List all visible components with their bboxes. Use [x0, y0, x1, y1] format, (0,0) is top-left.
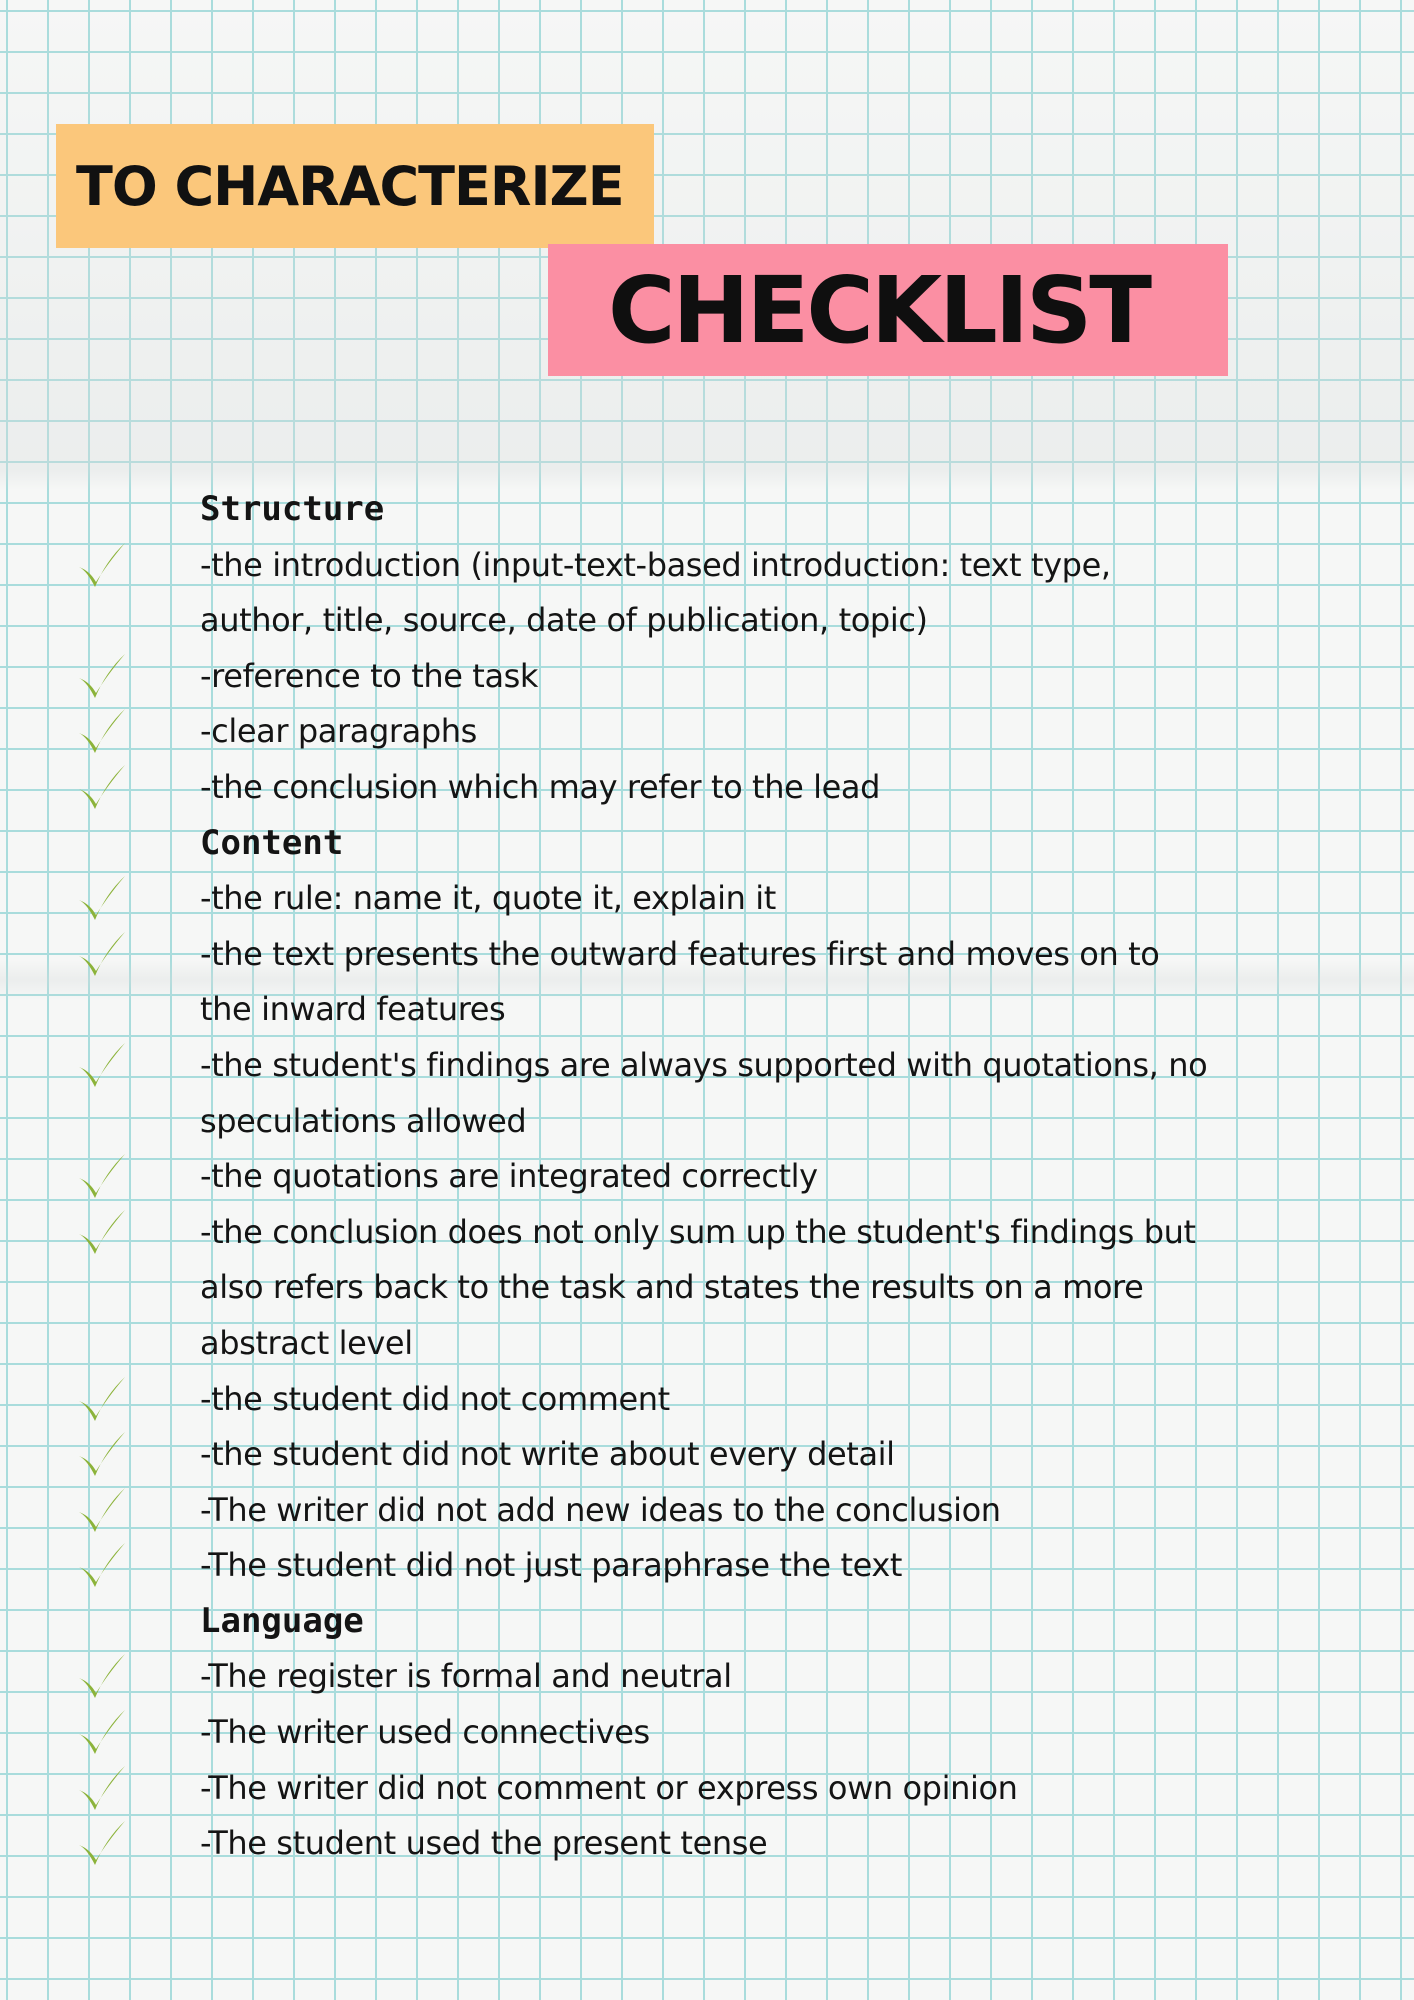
- check-mark-icon: [76, 1540, 128, 1592]
- title-banner: [548, 244, 1228, 376]
- checklist-item: [200, 871, 1350, 927]
- checklist-item: [200, 1705, 1350, 1761]
- checklist-item-text: -the conclusion which may refer to the lead: [200, 767, 881, 806]
- checklist-item-text: -the student's findings are always supported with quotations, no speculations allowed: [200, 1045, 1208, 1140]
- check-mark-icon: [76, 762, 128, 814]
- checklist-item-text: -the student did not write about every detail: [200, 1435, 895, 1474]
- section-heading-structure: Structure: [200, 489, 385, 529]
- check-mark-icon: [76, 1651, 128, 1703]
- check-mark-icon: [76, 1374, 128, 1426]
- section-heading-language: Language: [200, 1600, 364, 1641]
- checklist-item: [200, 649, 1350, 705]
- checklist-item: [200, 927, 1350, 1038]
- checklist-item: [200, 1427, 1350, 1483]
- checklist-item-text: -the introduction (input-text-based introduction: text type, author, title, source, date of publication, topic): [200, 545, 1111, 640]
- checklist-item-text: -the quotations are integrated correctly: [200, 1157, 818, 1196]
- checklist-item: [200, 760, 1350, 816]
- checklist-item: [200, 1649, 1350, 1705]
- checklist-item-text: -The writer did not comment or express own opinion: [200, 1768, 1018, 1807]
- checklist-item: [200, 1372, 1350, 1428]
- checklist-item: [200, 1038, 1350, 1149]
- checklist-item: [200, 1538, 1350, 1594]
- checklist-item: [200, 1816, 1350, 1872]
- checklist-item-text: -The register is formal and neutral: [200, 1657, 732, 1696]
- checklist-item: [200, 704, 1350, 760]
- check-mark-icon: [76, 1485, 128, 1537]
- subtitle-banner: [56, 124, 654, 248]
- checklist-item-text: -The student used the present tense: [200, 1824, 768, 1863]
- checklist-item-text: -the text presents the outward features first and moves on to the inward features: [200, 934, 1160, 1029]
- page-title: CHECKLIST: [608, 256, 1150, 364]
- check-mark-icon: [76, 873, 128, 925]
- section-heading-content: Content: [200, 822, 344, 863]
- checklist: [200, 482, 1350, 1872]
- check-mark-icon: [76, 1151, 128, 1203]
- checklist-item: [200, 538, 1350, 649]
- checklist-item-text: -the rule: name it, quote it, explain it: [200, 879, 776, 918]
- check-mark-icon: [76, 1818, 128, 1870]
- checklist-item: [200, 1149, 1350, 1205]
- subtitle-text: TO CHARACTERIZE: [76, 154, 624, 218]
- checklist-item-text: -The writer used connectives: [200, 1713, 650, 1752]
- checklist-item: [200, 1761, 1350, 1817]
- checklist-item-text: -The student did not just paraphrase the text: [200, 1546, 903, 1585]
- check-mark-icon: [76, 1040, 128, 1092]
- check-mark-icon: [76, 929, 128, 981]
- checklist-item-text: -reference to the task: [200, 656, 539, 695]
- check-mark-icon: [76, 1763, 128, 1815]
- checklist-item: [200, 1483, 1350, 1539]
- check-mark-icon: [76, 1429, 128, 1481]
- check-mark-icon: [76, 706, 128, 758]
- checklist-item-text: -the student did not comment: [200, 1379, 670, 1418]
- checklist-item-text: -The writer did not add new ideas to the conclusion: [200, 1490, 1001, 1529]
- check-mark-icon: [76, 540, 128, 592]
- checklist-item-text: -the conclusion does not only sum up the student's findings but also refers back to the task and states the results on a more abstract level: [200, 1212, 1196, 1362]
- checklist-item: [200, 1205, 1350, 1372]
- check-mark-icon: [76, 1207, 128, 1259]
- check-mark-icon: [76, 651, 128, 703]
- checklist-item-text: -clear paragraphs: [200, 712, 477, 751]
- check-mark-icon: [76, 1707, 128, 1759]
